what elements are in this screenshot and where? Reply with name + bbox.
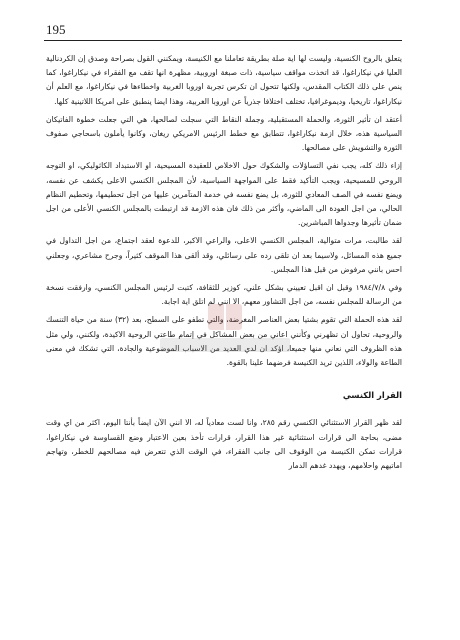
paragraph-4: لقد طالبت، مرات متوالية، المجلس الكنسي الاعلى، والراعي الاكبر، للدعوة لعقد اجتماع، من اجل التداول في جميع هذه المسائل، ولاسيما بعد ان تلقى رده على رسائلي، وقد ألقى هذا الموقف كثيراً، وجرح مشاعري، وجعلني احس بانني مرفوض من قبل هذا المجلس. [46, 236, 402, 274]
section-heading: القرار الكنسي [342, 390, 402, 401]
paragraph-1: يتعلق بالروح الكنسية، وليست لها اية صلة بطريقة تعاملنا مع الكنيسة، ويمكنني القول بصراحة وصدق إن الكردنالية العليا في نيكاراغوا، قد اتخذت مواقف سياسية، ذات صبغة اوروبية، مظهرة انها تقف مع الفقراء في نيكاراغوا، كما ينص على ذلك الكتاب المقدس، ولكنها تتحول ان تكرس تجربة اوروبا الغربية واخطاءها في نيكاراغوا، مع العلم أن نيكاراغوا، تاريخيا، وديموغرافيا، تختلف اختلافا جذرياً عن اوروبا الغربية، وهذا ايضا ينطبق على امريكا اللاتينية كلها. [46, 54, 402, 106]
paragraph-3: إزاء ذلك كله، يجب نفي التساؤلات والشكوك حول الاخلاص للعقيدة المسيحية، او الاستبداد الكاثوليكي، او التوجه الروحي للمسيحية، ويجب التأكيد فقط على المواجهة السياسية، لأن المجلس الكنسي الاعلى يكشف عن نفسه، ويضع نفسه في الصف المعادي للثورة، بل يضع نفسه في خدمة المتآمرين عليها من اجل تحطيمها، وتحطيم النظام الحالي، من اجل العودة الى الماضي، وأكثر من ذلك فان هذه الازمة قد ارتبطت بالمجلس الكنسي الأعلى من اجل ضمان تأثيرها وجدواها المباشرين. [46, 161, 402, 228]
paragraph-6: لقد هذه الحملة التي تقوم بشتيا بعض العناصر المغرضة، والتي تطفو على السطح، بعد (٣٢) سنة من حياة التنسك والروحية، تحاول ان تظهرني وكأنني اعاني من بعض المشاكل في إتمام طاعتي الروحية الاكيدة، ولكنني، ولي مثل هذه الظروف التي نعاني منها جميعا، اؤكد ان لدي العديد من الاسباب الموضوعية والجادة، التي تشكك في معنى الطاعة والولاء، اللذين تريد الكنيسة فرضهما علينا بالقوة. [46, 315, 403, 368]
paragraph-2: أعتقد ان تأثير الثورة، والحملة المستقبلية، وجملة النقاط التي سجلت لصالحها، هي التي جعلت خطوة الفاتيكان السياسية هذه، خلال ازمة نيكاراغوا، تتطابق مع خطط الرئيس الامريكي ريغان، وكانوا يأملون باسحاجي صفوف الثورة والتشويش على مصالحها. [46, 114, 402, 153]
page-body [46, 52, 402, 477]
paragraph-7: لقد ظهر القرار الاستثنائي الكنسي رقم ٢٨٥، وانا لست معادياً له، الا انني الآن ايضاً بأنتا اليوم، اكثر من اي وقت مضى، بحاجة الى قرارات استثنائية غير هذا القرار، قرارات تأخذ بعين الاعتبار وضع القساوسة في نيكاراغوا، قرارات تمكن الكنيسة من الوقوف الى جانب الفقراء، في الوقت الذي تتعرض فيه مصالحهم للخطر، وتهاجم اماتيهم واحلامهم، ويهدد غدهم الدمار [46, 418, 402, 471]
header-rule [44, 40, 402, 41]
page-number: 195 [46, 22, 66, 37]
paragraph-5: وفي ١٩٨٤/٧/٨ وقبل ان اقبل تعييني بشكل علني، كوزير للثقافة، كتبت لرئيس المجلس الكنسي، وارفقت نسخة من الرسالة للمجلس نفسه، من اجل التشاور معهم، الا انني لم اتلق اية اجابة. [46, 283, 402, 307]
